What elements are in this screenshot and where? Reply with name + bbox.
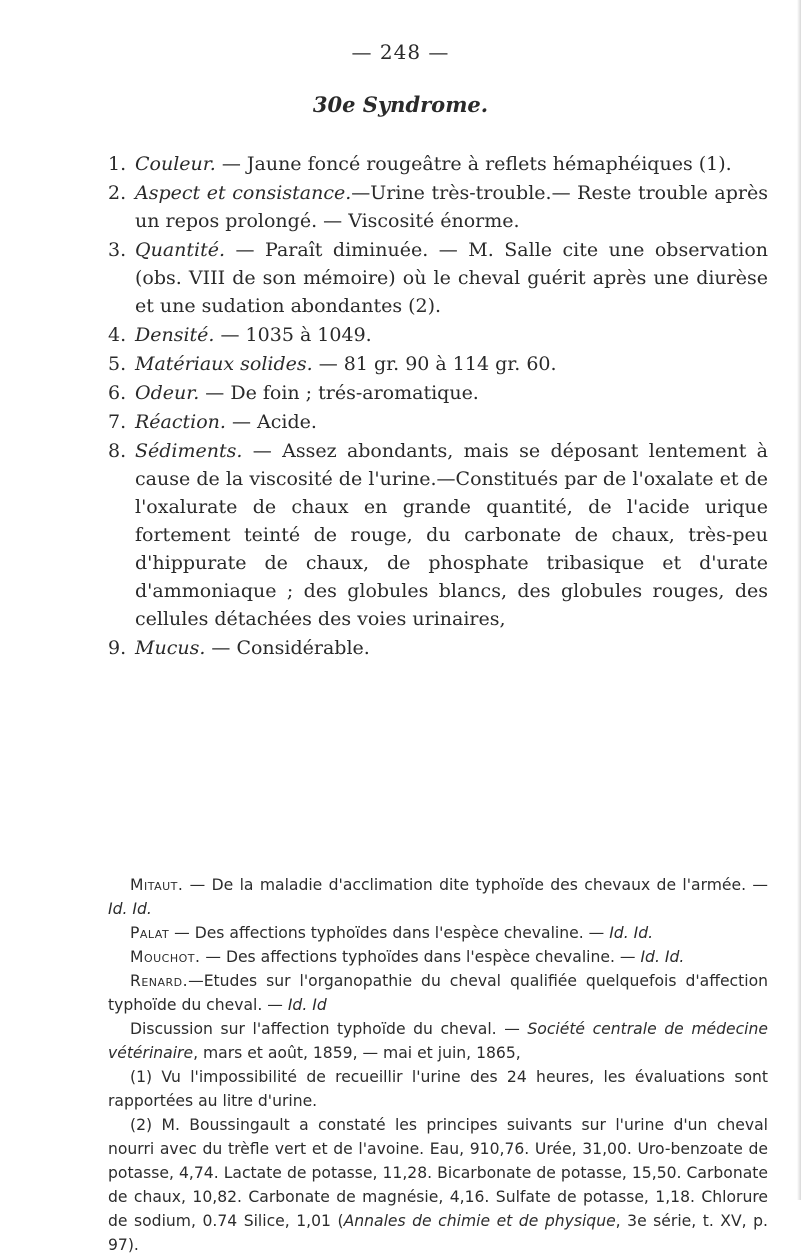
item-label: Mucus. — [135, 637, 206, 659]
item-number: 5. — [108, 353, 127, 375]
list-item — [108, 350, 768, 378]
item-number: 7. — [108, 411, 127, 433]
item-label: Sédiments. — [135, 440, 243, 462]
urine-characteristics-list — [108, 150, 768, 663]
reference-discussion — [108, 1017, 768, 1065]
reference-source: Société centrale de médecine vétérinaire — [108, 1020, 768, 1062]
item-label: Aspect et consistance. — [135, 182, 352, 204]
item-number: 1. — [108, 153, 127, 175]
page-number: — 248 — — [351, 40, 450, 64]
reference-author: Mouchot. — [130, 948, 201, 966]
item-text: — Acide. — [225, 411, 317, 433]
bibliography-notes — [108, 873, 768, 1257]
reference-author: Mitaut. — [130, 876, 184, 894]
item-text: — 81 gr. 90 à 114 gr. 60. — [312, 353, 557, 375]
reference-palat — [108, 921, 768, 945]
reference-author: Palat — [130, 924, 170, 942]
reference-source: Id. Id. — [108, 900, 152, 918]
item-text: — Considérable. — [205, 637, 370, 659]
list-item — [108, 634, 768, 662]
page-edge-shadow — [797, 0, 801, 1200]
list-item — [108, 150, 768, 178]
reference-text: — Des affections typhoïdes dans l'espèce chevaline. — — [169, 924, 610, 942]
item-number: 8. — [108, 440, 127, 462]
footnote-2 — [108, 1113, 768, 1257]
reference-mouchot — [108, 945, 768, 969]
section-title: 30e Syndrome. — [312, 92, 489, 117]
item-text: — Jaune foncé rougeâtre à reflets hémaphéiques (1). — [215, 153, 732, 175]
item-label: Matériaux solides. — [135, 353, 313, 375]
list-item — [108, 321, 768, 349]
item-text: — De foin ; trés-aromatique. — [199, 382, 479, 404]
item-label: Densité. — [135, 324, 215, 346]
footnote-text: (2) M. Boussingault a constaté les principes suivants sur l'urine d'un cheval nourri avec du trèfle vert et de l'avoine. Eau, 910,76. Urée, 31,00. Uro-benzoate de potasse, 4,74. Lactate de potasse, 11,28. Bicarbonate de potasse, 15,50. Carbonate de chaux, 10,82. Carbonate de magnésie, 4,16. Sulfate de potasse, 1,18. Chlorure de sodium, 0.74 Silice, 1,01 ( — [108, 1116, 768, 1230]
reference-renard — [108, 969, 768, 1017]
item-number: 3. — [108, 239, 127, 261]
item-number: 2. — [108, 182, 127, 204]
footnote-source: Annales de chimie et de physique — [343, 1212, 616, 1230]
item-label: Couleur. — [135, 153, 216, 175]
item-text: — Assez abondants, mais se déposant lentement à cause de la viscosité de l'urine.—Constitués par de l'oxalate et de l'oxalurate de chaux en grande quantité, de l'acide urique fortement teinté de rouge, du carbonate de chaux, très-peu d'hippurate de chaux, de phosphate tribasique et d'urate d'ammoniaque ; des globules blancs, des globules rouges, des cellules détachées des voies urinaires, — [135, 440, 768, 630]
item-number: 9. — [108, 637, 127, 659]
item-label: Réaction. — [135, 411, 226, 433]
reference-dates: , mars et août, 1859, — mai et juin, 1865, — [193, 1044, 521, 1062]
list-item — [108, 437, 768, 633]
reference-text: — Des affections typhoïdes dans l'espèce chevaline. — — [200, 948, 641, 966]
item-text: —Urine très-trouble.— Reste trouble après un repos prolongé. — Viscosité énorme. — [135, 182, 768, 232]
reference-source: Id. Id — [287, 996, 327, 1014]
reference-mitaut — [108, 873, 768, 921]
item-label: Quantité. — [135, 239, 226, 261]
reference-text: —Etudes sur l'organopathie du cheval qualifiée quelquefois d'affection typhoïde du cheval. — — [108, 972, 768, 1014]
item-number: 6. — [108, 382, 127, 404]
list-item — [108, 408, 768, 436]
item-number: 4. — [108, 324, 127, 346]
footnote-end: , 3e série, t. XV, p. 97). — [108, 1212, 768, 1254]
reference-source: Id. Id. — [640, 948, 685, 966]
reference-source: Id. Id. — [609, 924, 654, 942]
list-item — [108, 379, 768, 407]
item-text: — Paraît diminuée. — M. Salle cite une observation (obs. VIII de son mémoire) où le cheval guérit après une diurèse et une sudation abondantes (2). — [135, 239, 768, 317]
item-text: — 1035 à 1049. — [214, 324, 372, 346]
list-item — [108, 236, 768, 320]
reference-author: Renard. — [130, 972, 189, 990]
item-label: Odeur. — [135, 382, 200, 404]
list-item — [108, 179, 768, 235]
reference-text: Discussion sur l'affection typhoïde du cheval. — — [130, 1020, 528, 1038]
reference-text: — De la maladie d'acclimation dite typhoïde des chevaux de l'armée. — — [183, 876, 768, 894]
footnote-1: (1) Vu l'impossibilité de recueillir l'urine des 24 heures, les évaluations sont rapportées au litre d'urine. — [108, 1068, 768, 1110]
